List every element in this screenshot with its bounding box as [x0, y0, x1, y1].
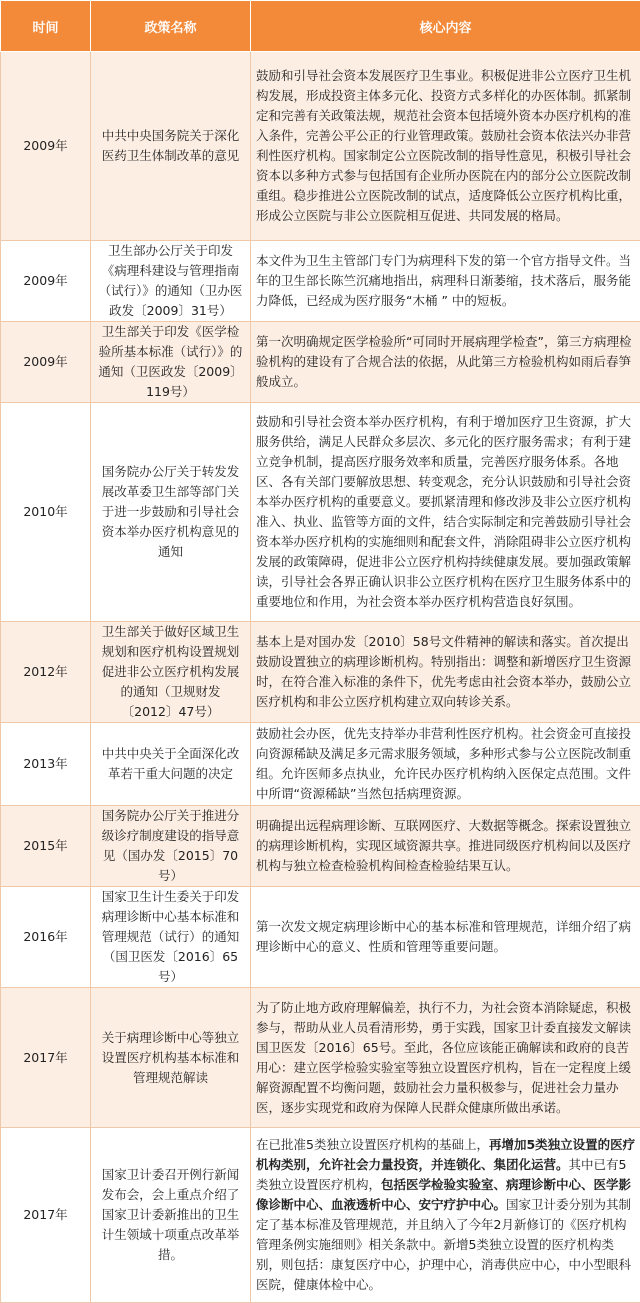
- header-policy-name: 政策名称: [91, 1, 251, 52]
- policy-name-cell: 国家卫生计生委关于印发病理诊断中心基本标准和管理规范（试行）的通知（国卫医发〔2016〕65号）: [91, 887, 251, 988]
- policy-name-cell: 卫生部关于印发《医学检验所基本标准（试行）》的通知（卫医政发〔2009〕119号）: [91, 322, 251, 403]
- table-row: [1, 887, 640, 988]
- core-content-cell: 鼓励社会办医，优先支持举办非营利性医疗机构。社会资金可直接投向资源稀缺及满足多元需求服务领域，多种形式参与公立医院改制重组。允许医师多点执业，允许民办医疗机构纳入医保定点范围。文件中所谓“资源稀缺”当然包括病理资源。: [251, 723, 640, 806]
- year-cell: 2012年: [1, 622, 91, 723]
- year-cell: 2009年: [1, 322, 91, 403]
- year-cell: 2009年: [1, 52, 91, 241]
- core-content-cell: 基本上是对国办发〔2010〕58号文件精神的解读和落实。首次提出鼓励设置独立的病理诊断机构。特别指出：调整和新增医疗卫生资源时，在符合准入标准的条件下，优先考虑由社会资本举办，鼓励公立医疗机构和非公立医疗机构建立双向转诊关系。: [251, 622, 640, 723]
- policy-name-cell: 国家卫计委召开例行新闻发布会，会上重点介绍了国家卫计委新推出的卫生计生领域十项重点改革举措。: [91, 1128, 251, 1303]
- content-bold-text: 再增加5类独立设置的医疗机构类别，允许社会力量投资，并连锁化、集团化运营。: [256, 1137, 636, 1172]
- table-row: [1, 622, 640, 723]
- table-row: [1, 322, 640, 403]
- core-content-cell: 本文件为卫生主管部门专门为病理科下发的第一个官方指导文件。当年的卫生部长陈竺沉痛地指出，病理科日渐萎缩，技术落后，服务能力降低，已经成为医疗服务“木桶 ” 中的短板。: [251, 241, 640, 322]
- year-cell: 2015年: [1, 806, 91, 887]
- policy-name-cell: 国务院办公厅关于推进分级诊疗制度建设的指导意见（国办发〔2015〕70号）: [91, 806, 251, 887]
- header-time: 时间: [1, 1, 91, 52]
- content-text: 其中已有5类独立设置医疗机构，: [256, 1157, 627, 1192]
- table-row: [1, 806, 640, 887]
- table-row: [1, 241, 640, 322]
- year-cell: 2013年: [1, 723, 91, 806]
- content-bold-text: 包括医学检验实验室、病理诊断中心、医学影像诊断中心、血液透析中心、安宁疗护中心。: [256, 1177, 632, 1212]
- content-text: 在已批准5类独立设置医疗机构的基础上，: [256, 1137, 489, 1152]
- core-content-cell: [251, 1128, 640, 1303]
- core-content-cell: 鼓励和引导社会资本举办医疗机构，有利于增加医疗卫生资源，扩大服务供给，满足人民群众多层次、多元化的医疗服务需求；有利于建立竞争机制，提高医疗服务效率和质量，完善医疗服务体系。各地区、各有关部门要解放思想、转变观念，充分认识鼓励和引导社会资本举办医疗机构的重要意义。要抓紧清理和修改涉及非公立医疗机构准入、执业、监管等方面的文件，结合实际制定和完善鼓励引导社会资本举办医疗机构的实施细则和配套文件，消除阻碍非公立医疗机构发展的政策障碍，促进非公立医疗机构持续健康发展。要加强政策解读，引导社会各界正确认识非公立医疗机构在医疗卫生服务体系中的重要地位和作用，为社会资本举办医疗机构营造良好氛围。: [251, 403, 640, 622]
- core-content-cell: 明确提出远程病理诊断、互联网医疗、大数据等概念。探索设置独立的病理诊断机构，实现区域资源共享。推进同级医疗机构间以及医疗机构与独立检查检验机构间检查检验结果互认。: [251, 806, 640, 887]
- core-content-cell: 鼓励和引导社会资本发展医疗卫生事业。积极促进非公立医疗卫生机构发展，形成投资主体多元化、投资方式多样化的办医体制。抓紧制定和完善有关政策法规，规范社会资本包括境外资本办医疗机构的准入条件，完善公平公正的行业管理政策。鼓励社会资本依法兴办非营利性医疗机构。国家制定公立医院改制的指导性意见，积极引导社会资本以多种方式参与包括国有企业所办医院在内的部分公立医院改制重组。稳步推进公立医院改制的试点，适度降低公立医疗机构比重，形成公立医院与非公立医院相互促进、共同发展的格局。: [251, 52, 640, 241]
- year-cell: 2016年: [1, 887, 91, 988]
- policy-name-cell: 卫生部办公厅关于印发《病理科建设与管理指南（试行）》的通知（卫办医政发〔2009〕31号）: [91, 241, 251, 322]
- year-cell: 2017年: [1, 1128, 91, 1303]
- header-core-content: 核心内容: [251, 1, 640, 52]
- year-cell: 2010年: [1, 403, 91, 622]
- policy-name-cell: 关于病理诊断中心等独立设置医疗机构基本标准和管理规范解读: [91, 988, 251, 1128]
- core-content-cell: 为了防止地方政府理解偏差，执行不力，为社会资本消除疑虑，积极参与，帮助从业人员看清形势，勇于实践，国家卫计委直接发文解读国卫医发〔2016〕65号。至此，各位应该能正确解读和政府的良苦用心：建立医学检验实验室等独立设置医疗机构，旨在一定程度上缓解资源配置不均衡问题，鼓励社会力量积极参与，促进社会力量办医，逐步实现党和政府为保障人民群众健康所做出承诺。: [251, 988, 640, 1128]
- policy-name-cell: 国务院办公厅关于转发发展改革委卫生部等部门关于进一步鼓励和引导社会资本举办医疗机构意见的通知: [91, 403, 251, 622]
- table-row: [1, 403, 640, 622]
- table-row: [1, 723, 640, 806]
- policy-name-cell: 卫生部关于做好区域卫生规划和医疗机构设置规划促进非公立医疗机构发展的通知（卫规财发〔2012〕47号）: [91, 622, 251, 723]
- core-content-cell: 第一次发文规定病理诊断中心的基本标准和管理规范，详细介绍了病理诊断中心的意义、性质和管理等重要问题。: [251, 887, 640, 988]
- policy-name-cell: 中共中央国务院关于深化医药卫生体制改革的意见: [91, 52, 251, 241]
- table-row: [1, 1128, 640, 1303]
- content-text: 国家卫计委分别为其制定了基本标准及管理规范，并且纳入了今年2月新修订的《医疗机构管理条例实施细则》相关条款中。新增5类独立设置的医疗机构类别，则包括：康复医疗中心，护理中心，消毒供应中心，中小型眼科医院，健康体检中心。: [256, 1197, 632, 1292]
- table-header-row: [1, 1, 640, 52]
- core-content-cell: 第一次明确规定医学检验所“可同时开展病理学检查”，第三方病理检验机构的建设有了合规合法的依据，从此第三方检验机构如雨后春笋般成立。: [251, 322, 640, 403]
- year-cell: 2009年: [1, 241, 91, 322]
- year-cell: 2017年: [1, 988, 91, 1128]
- policy-name-cell: 中共中央关于全面深化改革若干重大问题的决定: [91, 723, 251, 806]
- table-row: [1, 52, 640, 241]
- table-row: [1, 988, 640, 1128]
